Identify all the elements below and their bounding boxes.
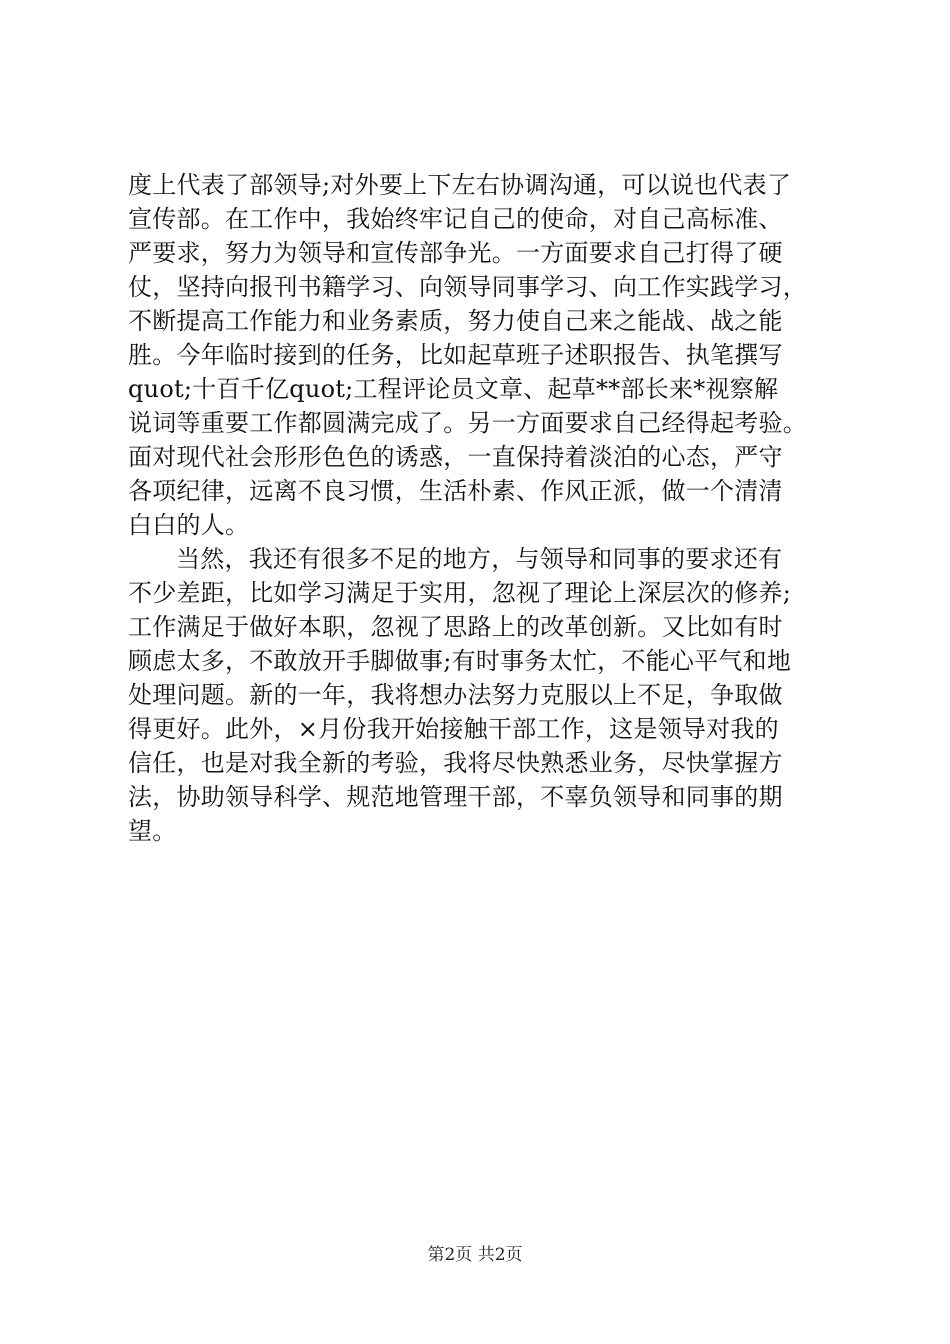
text-line: 信任，也是对我全新的考验，我将尽快熟悉业务，尽快掌握方 <box>128 749 783 777</box>
text-line: 白白的人。 <box>128 511 250 539</box>
text-line: 处理问题。新的一年，我将想办法努力克服以上不足，争取做 <box>128 681 783 709</box>
paragraph-start-line: 当然，我还有很多不足的地方，与领导和同事的要求还有 <box>176 545 783 573</box>
text-line: 法，协助领导科学、规范地管理干部，不辜负领导和同事的期 <box>128 783 783 811</box>
text-line: 度上代表了部领导;对外要上下左右协调沟通，可以说也代表了 <box>128 171 792 199</box>
text-line: 不少差距，比如学习满足于实用，忽视了理论上深层次的修养; <box>128 579 792 607</box>
text-line: 各项纪律，远离不良习惯，生活朴素、作风正派，做一个清清 <box>128 477 783 505</box>
text-line: 严要求，努力为领导和宣传部争光。一方面要求自己打得了硬 <box>128 239 783 267</box>
body-text <box>128 168 843 848</box>
text-line: 不断提高工作能力和业务素质，努力使自己来之能战、战之能 <box>128 307 783 335</box>
text-line: 宣传部。在工作中，我始终牢记自己的使命，对自己高标准、 <box>128 205 783 233</box>
text-line: 胜。今年临时接到的任务，比如起草班子述职报告、执笔撰写 <box>128 341 783 369</box>
text-line: 顾虑太多，不敢放开手脚做事;有时事务太忙，不能心平气和地 <box>128 647 792 675</box>
page-footer <box>0 1243 950 1267</box>
page-number: 第2页 共2页 <box>427 1245 523 1265</box>
text-line: 说词等重要工作都圆满完成了。另一方面要求自己经得起考验。 <box>128 409 807 437</box>
text-line: 工作满足于做好本职，忽视了思路上的改革创新。又比如有时 <box>128 613 783 641</box>
text-line: 面对现代社会形形色色的诱惑，一直保持着淡泊的心态，严守 <box>128 443 783 471</box>
text-line: 得更好。此外，×月份我开始接触干部工作，这是领导对我的 <box>128 715 779 743</box>
text-line: 望。 <box>128 817 177 845</box>
text-line: 仗，坚持向报刊书籍学习、向领导同事学习、向工作实践学习， <box>128 273 807 301</box>
text-line: quot;十百千亿quot;工程评论员文章、起草**部长来*视察解 <box>128 375 779 403</box>
